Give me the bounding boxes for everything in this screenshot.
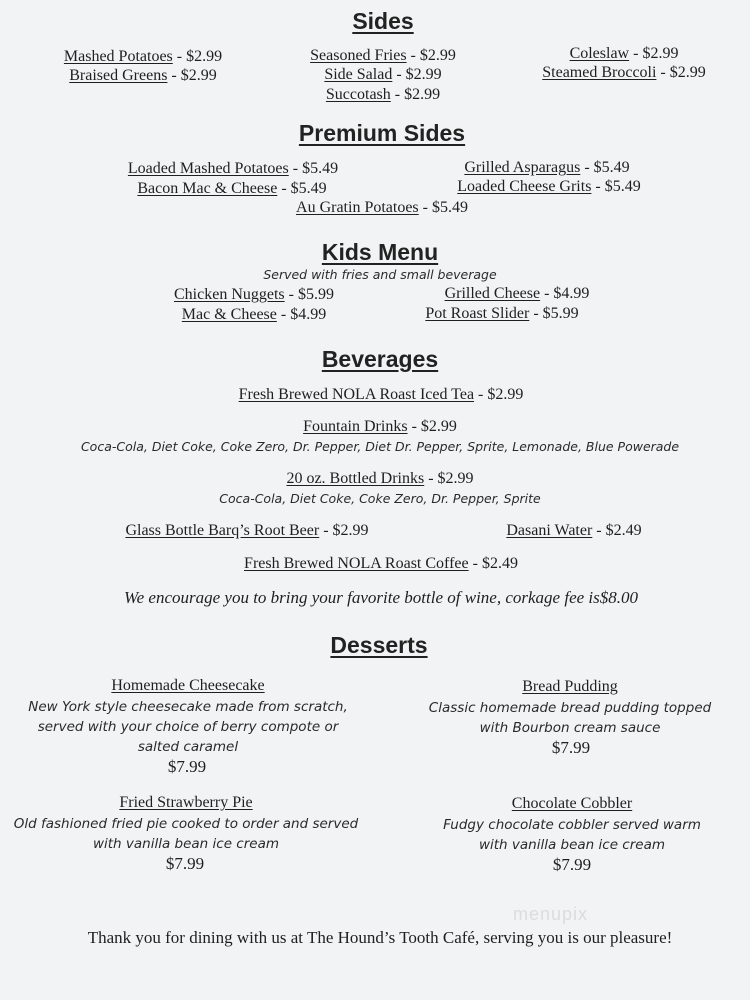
menu-item: Fountain Drinks - $2.99 [303, 418, 457, 435]
menu-item: Mashed Potatoes - $2.99 [63, 48, 223, 65]
kids-menu-heading: Kids Menu [321, 239, 439, 265]
dessert-price: $7.99 [552, 855, 592, 874]
dessert-price: $7.99 [165, 854, 205, 873]
menu-item: Loaded Cheese Grits - $5.49 [457, 178, 641, 195]
beverages-heading: Beverages [321, 346, 439, 372]
kids-menu-note: Served with fries and small beverage [263, 267, 497, 282]
dessert-description: Old fashioned fried pie cooked to order and served with vanilla bean ice cream [13, 816, 359, 852]
dessert-description: Fudgy chocolate cobbler served warm with vanilla bean ice cream [443, 817, 701, 853]
menu-item: Mac & Cheese - $4.99 [181, 306, 327, 323]
menu-item: Loaded Mashed Potatoes - $5.49 [127, 160, 339, 177]
menu-item: Bacon Mac & Cheese - $5.49 [137, 180, 327, 197]
desserts-heading: Desserts [330, 632, 428, 658]
dessert-name: Fried Strawberry Pie [119, 794, 253, 811]
menu-item: Chicken Nuggets - $5.99 [174, 286, 334, 303]
watermark: menupix [513, 904, 589, 924]
menu-item: Grilled Cheese - $4.99 [444, 285, 590, 302]
menu-item: Succotash - $2.99 [325, 86, 441, 103]
dessert-price: $7.99 [167, 757, 207, 776]
menu-item: Au Gratin Potatoes - $5.49 [296, 199, 468, 216]
menu-item: Grilled Asparagus - $5.49 [464, 159, 630, 176]
menu-item: Dasani Water - $2.49 [506, 522, 642, 539]
menu-item: Seasoned Fries - $2.99 [310, 47, 456, 64]
dessert-description: New York style cheesecake made from scratch, served with your choice of berry compote or salted caramel [28, 699, 348, 755]
bottled-drinks-note: Coca-Cola, Diet Coke, Coke Zero, Dr. Pepper, Sprite [219, 491, 541, 506]
menu-item: Steamed Broccoli - $2.99 [542, 64, 706, 81]
menu-item: Fresh Brewed NOLA Roast Coffee - $2.49 [244, 555, 518, 572]
sides-heading: Sides [352, 8, 414, 34]
premium-sides-heading: Premium Sides [298, 120, 466, 146]
thank-you-note: Thank you for dining with us at The Hound’s Tooth Café, serving you is our pleasure! [87, 928, 673, 947]
menu-item: Glass Bottle Barq’s Root Beer - $2.99 [125, 522, 369, 539]
menu-item: Side Salad - $2.99 [324, 66, 442, 83]
dessert-price: $7.99 [551, 738, 591, 757]
dessert-name: Chocolate Cobbler [511, 795, 633, 812]
menu-item: Fresh Brewed NOLA Roast Iced Tea - $2.99 [238, 386, 524, 403]
dessert-description: Classic homemade bread pudding topped with Bourbon cream sauce [428, 700, 712, 736]
dessert-name: Homemade Cheesecake [111, 677, 265, 694]
menu-item: Coleslaw - $2.99 [569, 45, 679, 62]
menu-item: Braised Greens - $2.99 [69, 67, 217, 84]
dessert-name: Bread Pudding [522, 678, 618, 695]
menu-item: Pot Roast Slider - $5.99 [425, 305, 579, 322]
fountain-drinks-note: Coca-Cola, Diet Coke, Coke Zero, Dr. Pepper, Diet Dr. Pepper, Sprite, Lemonade, Blue Powerade [80, 439, 680, 454]
menu-item: 20 oz. Bottled Drinks - $2.99 [286, 470, 474, 487]
corkage-note: We encourage you to bring your favorite bottle of wine, corkage fee is$8.00 [124, 588, 638, 607]
